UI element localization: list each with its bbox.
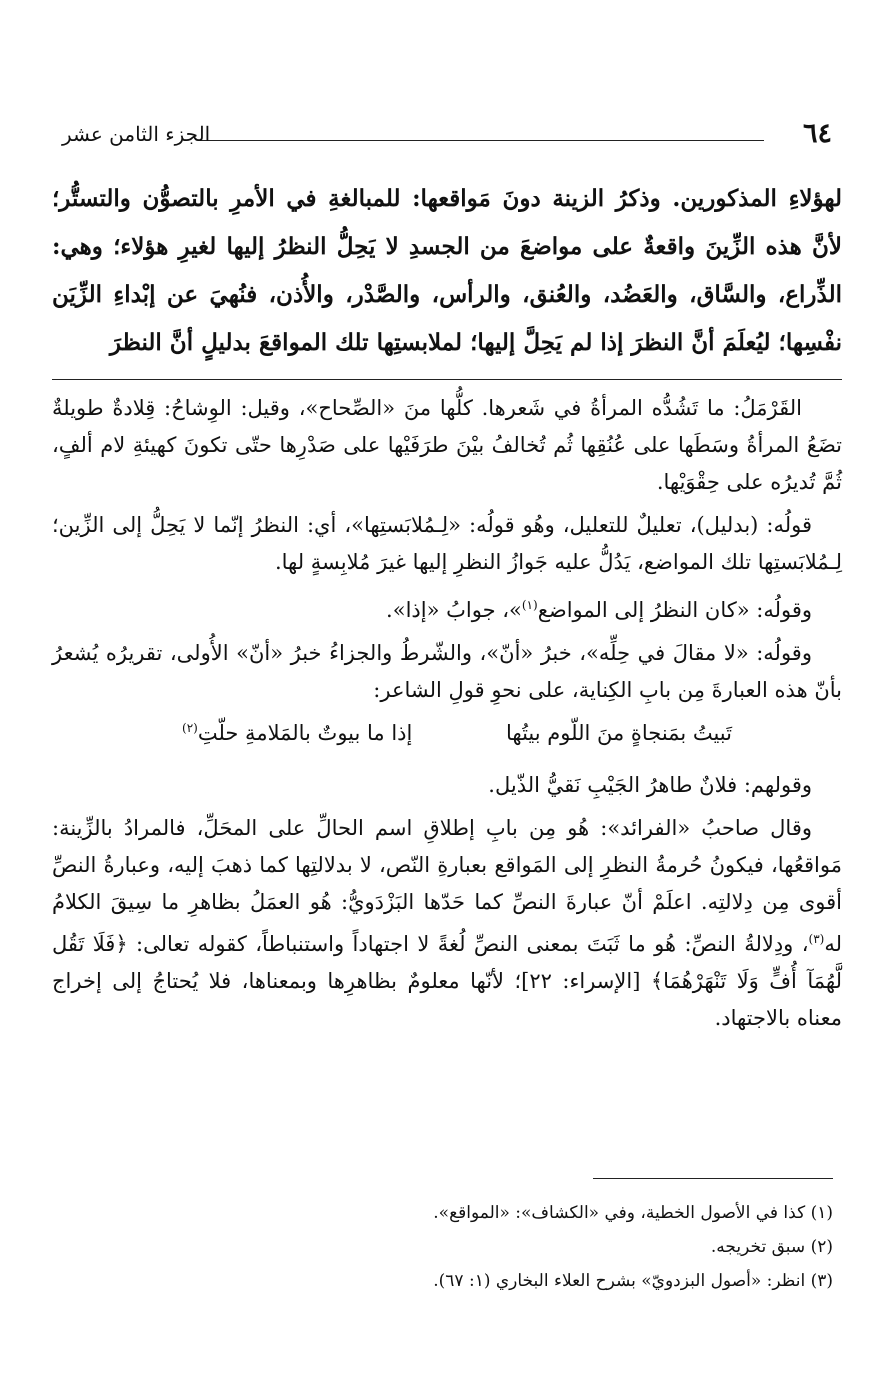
commentary-paragraph-2: قولُه: (بدليل)، تعليلٌ للتعليل، وهُو قولُه: «لِـمُلابَستِها»، أي: النظرُ إنّما لا يَحِلُّ إلى الزِّين؛ لِـمُلابَستِها تلك المواضع، يَدُلُّ عليه جَوازُ النظرِ إليها غيرَ مُلابِسةٍ لها.: [52, 513, 842, 574]
commentary-paragraph-3-text-b: »، جوابُ «إذا».: [386, 598, 522, 622]
commentary-paragraph-3-text-a: وقولُه: «كان النظرُ إلى المواضع: [537, 598, 812, 622]
poetry-verse: [52, 715, 842, 759]
main-commentary-separator: [52, 379, 842, 380]
header-rule: [200, 140, 764, 141]
footnote-ref-3: (٣): [808, 932, 825, 946]
footnote-1: (١) كذا في الأصول الخطية، وفي «الكشاف»: «المواقع».: [433, 1203, 833, 1223]
footnotes: [43, 1196, 833, 1298]
commentary: [52, 390, 842, 1043]
commentary-paragraph-6-text-b: ، ودِلالةُ النصِّ: هُو ما ثَبَتَ بمعنى النصِّ لُغةً لا اجتهاداً واستنباطاً، كقوله تعالى: ﴿فَلَا تَقُل لَّهُمَآ أُفٍّ وَلَا تَنْهَرْهُمَا﴾ [الإسراء: ٢٢]؛ لأنّها معلومٌ بظاهرِها وبمعناها، فلا يُحتاجُ إلى إخراج معناه بالاجتهاد.: [52, 932, 842, 1030]
page-number: ٦٤: [802, 118, 832, 149]
footnote-separator: [593, 1178, 833, 1179]
verse-second-hemistich: [182, 721, 412, 745]
commentary-paragraph-6: [52, 810, 842, 1037]
commentary-paragraph-5: وقولهم: فلانٌ طاهرُ الجَيْبِ نَقيُّ الذّيل.: [488, 773, 812, 797]
footnote-2: (٢) سبق تخريجه.: [710, 1237, 833, 1257]
footnote-ref-1: (١): [521, 598, 538, 612]
commentary-paragraph-4: وقولُه: «لا مقالَ في حِلِّه»، خبرُ «أنّ»، والشّرطُ والجزاءُ خبرُ «أنّ» الأُولى، تقريرُه يُشعرُ بأنّ هذه العبارةَ مِن بابِ الكِناية، على نحوِ قولِ الشاعر:: [52, 641, 842, 702]
verse-second-hemistich-text: إذا ما بيوتٌ بالمَلامةِ حلّتِ: [197, 721, 413, 745]
commentary-paragraph-3: [52, 587, 842, 629]
main-text: لهؤلاءِ المذكورين. وذكرُ الزينة دونَ مَواقعها: للمبالغةِ في الأمرِ بالتصوُّن والتستُّر؛ لأنَّ هذه الزِّينَ واقعةٌ على مواضعَ من الجسدِ لا يَحِلُّ النظرُ إليها لغيرِ هؤلاء؛ وهي: الذِّراع، والسَّاق، والعَضُد، والعُنق، والرأس، والصَّدْر، والأُذن، فنُهيَ عن إبْداءِ الزِّيَن نفْسِها؛ ليُعلَمَ أنَّ النظرَ إذا لم يَحِلَّ إليها؛ لملابستِها تلك المواقعَ بدليلٍ أنَّ النظرَ: [52, 185, 842, 356]
running-title: الجزء الثامن عشر: [62, 122, 211, 146]
footnote-3: (٣) انظر: «أصول البزدويّ» بشرح العلاء البخاري (١: ٦٧).: [433, 1271, 833, 1291]
commentary-paragraph-6-text-a: وقال صاحبُ «الفرائد»: هُو مِن بابِ إطلاقِ اسم الحالِّ على المحَلِّ، فالمرادُ بالزِّينة: مَواقعُها، فيكونُ حُرمةُ النظرِ إلى المَواقع بعبارةِ النّص، لا بدلالتِها كما ذهبَ إليه، وعبارةُ النصِّ أقوى مِن دِلالتِه. اعلَمْ أنّ عبارةَ النصِّ كما حَدّها البَزْدَويُّ: هُو العمَلُ بظاهرِ ما سِيقَ الكلامُ له: [52, 816, 842, 956]
footnote-ref-2: (٢): [182, 721, 198, 735]
verse-first-hemistich: تَبيتُ بمَنجاةٍ منَ اللّوم بيتُها: [506, 721, 732, 745]
page-header: [62, 118, 832, 158]
commentary-paragraph-1: القَرْمَلُ: ما تَشُدُّه المرأةُ في شَعرها. كلُّها منَ «الصِّحاح»، وقيل: الوِشاحُ: قِلادةٌ طويلةٌ تضَعُ المرأةُ وسَطَها على عُنُقِها ثُم تُخالفُ بيْنَ طرَفَيْها على صَدْرِها حتّى تكونَ كهيئةِ لام ألفٍ، ثُمَّ تُديرُه على حِقْوَيْها.: [52, 396, 842, 494]
